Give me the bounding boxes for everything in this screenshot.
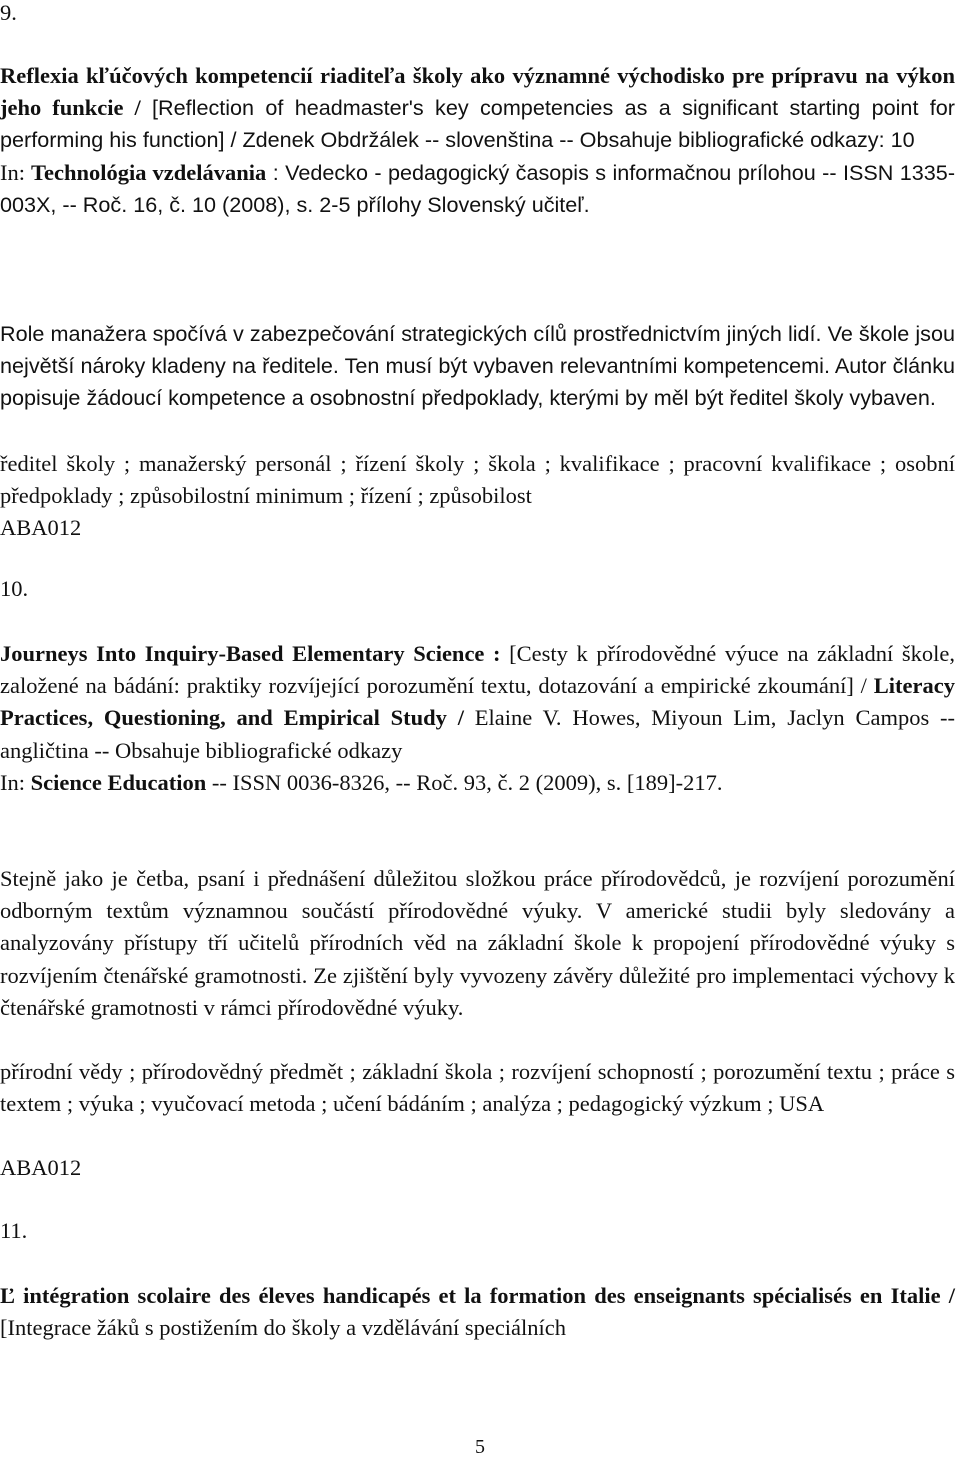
journal-details: : Vedecko - pedagogický časopis s informačnou prílohou -- ISSN 1335-003X, -- Roč. 16, č. 10 (2008), s. 2-5 přílohy Slovenský učiteľ. bbox=[0, 159, 956, 217]
journal-details: -- ISSN 0036-8326, -- Roč. 93, č. 2 (2009), s. [189]-217. bbox=[206, 769, 723, 795]
entry-subtitle: Literacy Practices, Questioning, and Empirical Study / bbox=[0, 673, 955, 731]
entry-title-rest: [Reflection of headmaster's key competencies as a significant starting point for performing his function] / Zdenek Obdržálek -- slovenština -- Obsahuje bibliografické odkazy: 10 bbox=[0, 95, 955, 153]
entry-title: Ľ intégration scolaire des éleves handicapés et la formation des enseignants spécialisés en Italie / bbox=[0, 1283, 955, 1308]
entry-number: 9. bbox=[0, 0, 17, 25]
entry-9-keywords: ředitel školy ; manažerský personál ; řízení školy ; škola ; kvalifikace ; pracovní kvalifikace ; osobní předpoklady ; způsobilostní minimum ; řízení ; způsobilost bbox=[0, 451, 955, 509]
entry-title-translation: [Integrace žáků s postižením do školy a vzdělávání speciálních bbox=[0, 1315, 567, 1341]
entry-title-translation: [Cesty k přírodovědné výuce na základní škole, založené na bádání: praktiky rozvíjející porozumění textu, dotazování a empirické zkoumání] / bbox=[0, 641, 955, 699]
entry-10-code: ABA012 bbox=[0, 1155, 82, 1180]
in-prefix: In: bbox=[0, 159, 32, 185]
entry-11-citation bbox=[0, 1280, 955, 1344]
entry-9-abstract: Role manažera spočívá v zabezpečování strategických cílů prostřednictvím jiných lidí. Ve škole jsou největší nároky kladeny na ředitele. Ten musí být vybaven relevantními kompetencemi. Autor článku popisuje žádoucí kompetence a osobnostní předpoklady, kterými by měl být ředitel školy vybaven. bbox=[0, 321, 955, 411]
page-number: 5 bbox=[475, 1436, 485, 1458]
entry-number: 11. bbox=[0, 1218, 28, 1243]
entry-title: Journeys Into Inquiry-Based Elementary Science : bbox=[0, 641, 501, 666]
entry-10-citation bbox=[0, 638, 955, 799]
entry-title: Reflexia kľúčových kompetencií riaditeľa školy ako významné východisko pre prípravu na výkon jeho funkcie / bbox=[0, 63, 955, 121]
entry-9-code: ABA012 bbox=[0, 515, 82, 540]
entry-9-citation bbox=[0, 60, 955, 221]
entry-10-keywords: přírodní vědy ; přírodovědný předmět ; základní škola ; rozvíjení schopností ; porozumění textu ; práce s textem ; výuka ; vyučovací metoda ; učení bádáním ; analýza ; pedagogický výzkum ; USA bbox=[0, 1059, 955, 1117]
entry-10-abstract: Stejně jako je četba, psaní i přednášení důležitou složkou práce přírodovědců, je rozvíjení porozumění odborným textům významnou součástí přírodovědné výuky. V americké studii byly sledovány a analyzovány přístupy tří učitelů přírodních věd na základní škole k propojení přírodovědné výuky s rozvíjením čtenářské gramotnosti. Ze zjištění byly vyvozeny závěry důležité pro implementaci výchovy k čtenářské gramotnosti v rámci přírodovědné výuky. bbox=[0, 866, 955, 1020]
in-prefix: In: bbox=[0, 769, 31, 795]
entry-authors: Elaine V. Howes, Miyoun Lim, Jaclyn Campos -- angličtina -- Obsahuje bibliografické odkazy bbox=[0, 705, 955, 763]
entry-number: 10. bbox=[0, 576, 29, 601]
journal-name: Technológia vzdelávania bbox=[31, 159, 267, 185]
journal-name: Science Education bbox=[30, 769, 207, 795]
